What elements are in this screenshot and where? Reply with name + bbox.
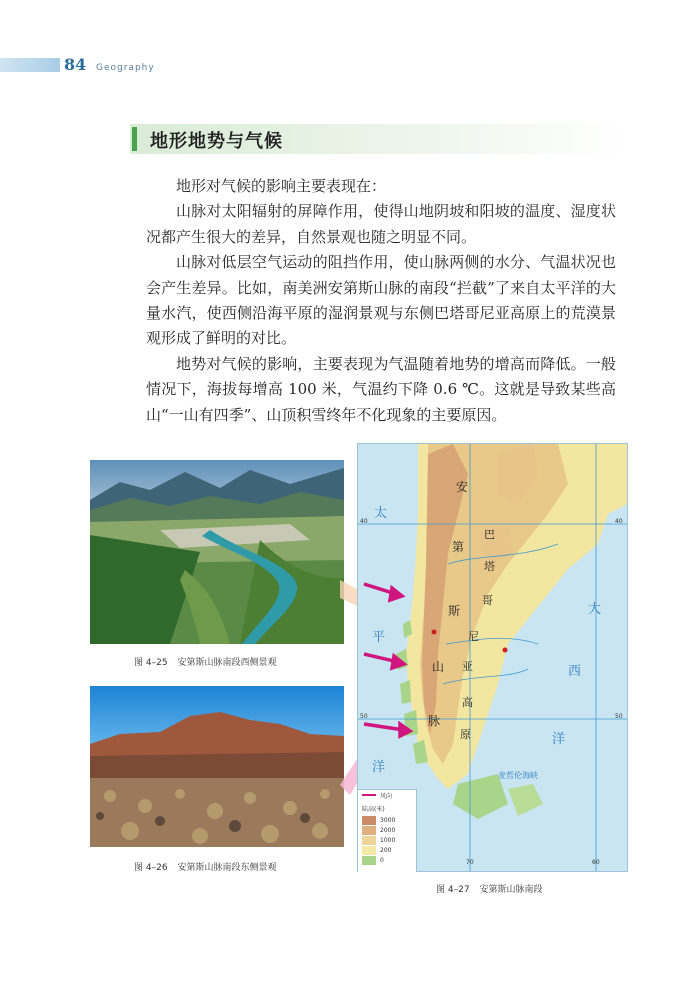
legend-wind-label: 风向 <box>380 793 393 800</box>
map-legend: 风向 陆高(米) 3000 2000 1000 200 0 <box>358 789 417 872</box>
figure-26-caption <box>134 860 277 873</box>
map-lat-40-right: 40 <box>615 518 623 525</box>
figure-caption: 安第斯山脉南段西侧景观 <box>177 658 277 668</box>
legend-elevation-label: 陆高(米) <box>362 806 385 813</box>
map-label-pacific-1: 太 <box>374 506 388 521</box>
figure-number: 图 4–27 <box>436 885 470 895</box>
header-bar <box>0 58 60 72</box>
figure-number: 图 4–25 <box>134 658 168 668</box>
figure-caption: 安第斯山脉南段东侧景观 <box>177 863 277 873</box>
photo-west-side <box>90 460 344 644</box>
body-text <box>146 174 616 428</box>
map-lat-50-left: 50 <box>360 713 368 720</box>
map-label-patagonia-4: 尼 <box>468 630 479 643</box>
paragraph: 山脉对太阳辐射的屏障作用，使得山地阴坡和阳坡的温度、湿度状况都产生很大的差异，自然景观也随之明显不同。 <box>146 202 616 246</box>
photo-east-side <box>90 686 344 847</box>
map-southern-andes <box>357 443 628 872</box>
section-marker <box>132 127 137 151</box>
map-label-andes-2: 第 <box>452 540 465 554</box>
map-label-atlantic-3: 洋 <box>552 732 566 747</box>
figure-27-caption <box>436 882 543 895</box>
map-label-atlantic-1: 大 <box>588 602 602 617</box>
map-label-strait: 麦哲伦海峡 <box>498 771 538 780</box>
paragraph: 地形对气候的影响主要表现在： <box>176 177 387 195</box>
map-lat-50-right: 50 <box>615 713 623 720</box>
map-label-pacific-3: 洋 <box>372 760 386 775</box>
map-label-andes-3: 斯 <box>448 604 461 618</box>
map-label-patagonia-3: 哥 <box>482 594 493 607</box>
subject-label: Geography <box>96 63 155 73</box>
map-lat-40-left: 40 <box>360 518 368 525</box>
map-label-pacific-2: 平 <box>372 630 386 645</box>
paragraph: 地势对气候的影响，主要表现为气温随着地势的增高而降低。一般情况下，海拔每增高 100 米，气温约下降 0.6 ℃。这就是导致某些高山“一山有四季”、山顶积雪终年不化现象的主要原因。 <box>146 354 616 424</box>
map-label-andes-5: 脉 <box>428 714 441 728</box>
map-label-patagonia-2: 塔 <box>484 560 495 573</box>
paragraph: 山脉对低层空气运动的阻挡作用，使山脉两侧的水分、气温状况也会产生差异。比如，南美洲安第斯山脉的南段“拦截”了来自太平洋的大量水汽，使西侧沿海平原的湿润景观与东侧巴塔哥尼亚高原上的荒漠景观形成了鲜明的对比。 <box>146 253 616 348</box>
figure-number: 图 4–26 <box>134 863 168 873</box>
wind-arrow-icon <box>362 794 376 796</box>
map-lon-70: 70 <box>466 859 474 866</box>
figure-25-caption <box>134 655 277 668</box>
map-lon-60: 60 <box>592 859 600 866</box>
page-number: 84 <box>64 55 87 74</box>
map-label-patagonia-5: 亚 <box>462 660 473 673</box>
section-title: 地形地势与气候 <box>150 131 283 152</box>
map-label-atlantic-2: 西 <box>568 664 582 679</box>
figure-caption: 安第斯山脉南段 <box>479 885 543 895</box>
map-label-patagonia-7: 原 <box>460 728 471 741</box>
map-label-patagonia-1: 巴 <box>484 528 495 541</box>
map-label-andes-1: 安 <box>456 480 469 494</box>
map-label-andes-4: 山 <box>432 660 445 674</box>
map-label-patagonia-6: 高 <box>462 696 473 709</box>
